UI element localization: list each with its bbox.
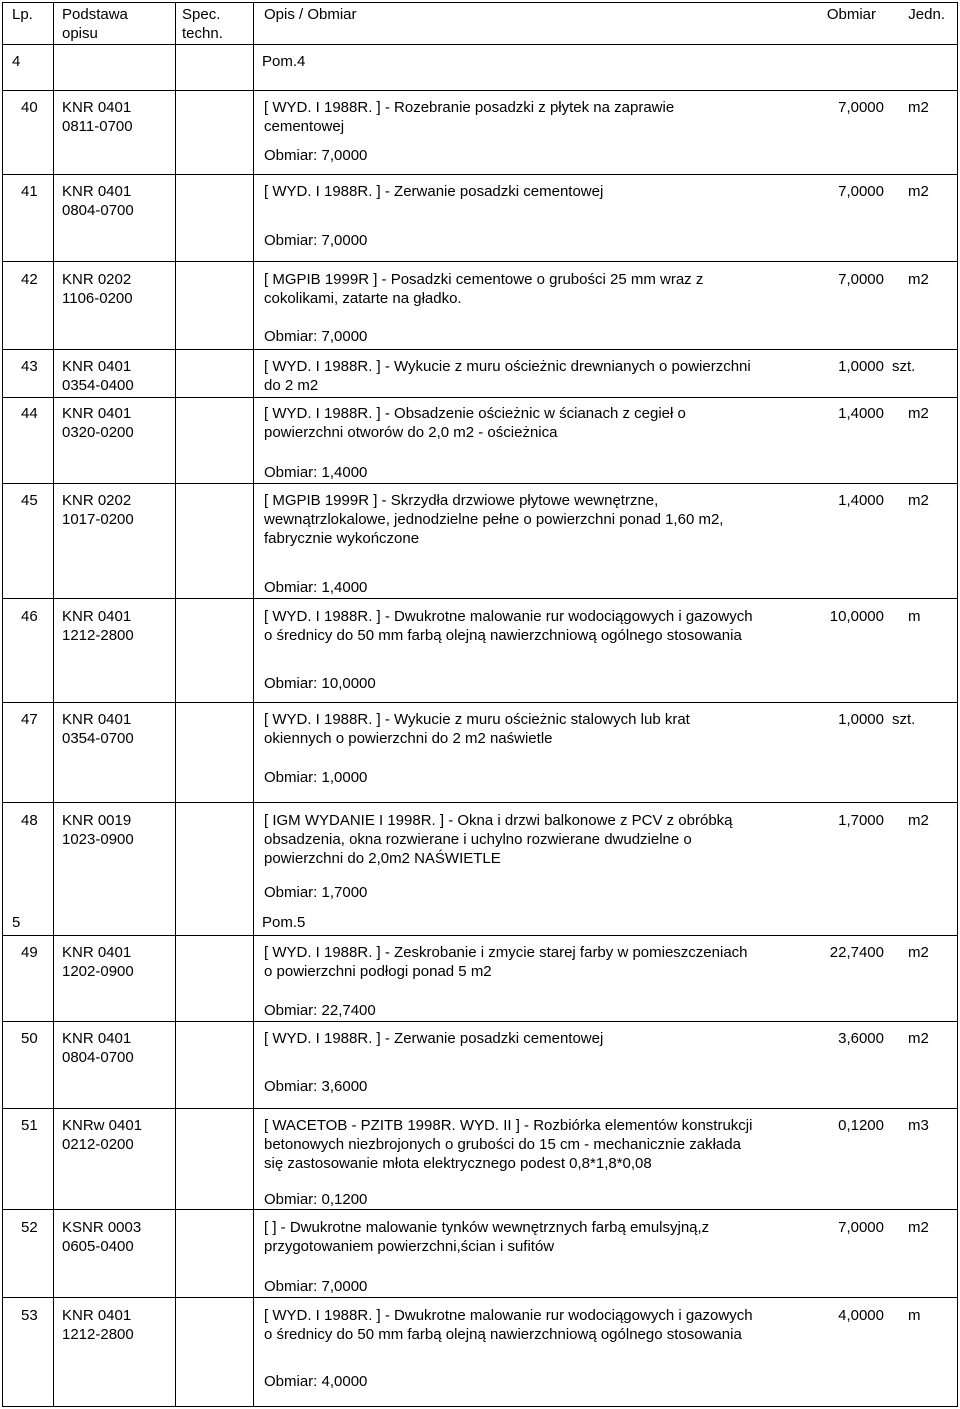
- row-description: [ WYD. I 1988R. ] - Rozebranie posadzki z płytek na zaprawie: [264, 99, 675, 116]
- row-code: 0605-0400: [62, 1238, 134, 1255]
- row-obmiar-line: Obmiar: 22,7400: [264, 1002, 376, 1019]
- section-number: 5: [12, 914, 21, 931]
- row-divider: [2, 1108, 958, 1109]
- row-obmiar-line: Obmiar: 1,7000: [264, 884, 368, 901]
- row-description: powierzchni otworów do 2,0 m2 - ościeżnica: [264, 424, 558, 441]
- row-description: o średnicy do 50 mm farbą olejną nawierzchniową ogólnego stosowania: [264, 1326, 742, 1343]
- row-description: [ WYD. I 1988R. ] - Zerwanie posadzki cementowej: [264, 183, 604, 200]
- row-code: KSNR 0003: [62, 1219, 142, 1236]
- row-divider: [2, 1297, 958, 1298]
- row-description: [ MGPIB 1999R ] - Posadzki cementowe o grubości 25 mm wraz z: [264, 271, 704, 288]
- row-description: obsadzenia, okna rozwierane i uchylno rozwierane dwudzielne o: [264, 831, 692, 848]
- row-divider: [2, 1209, 958, 1210]
- section-name: Pom.5: [262, 914, 306, 931]
- row-code: KNR 0401: [62, 1030, 132, 1047]
- column-divider: [53, 2, 54, 1407]
- row-quantity: 22,7400: [829, 944, 884, 961]
- row-divider: [2, 802, 958, 803]
- row-code: KNR 0401: [62, 608, 132, 625]
- row-lp: 46: [21, 608, 38, 625]
- row-obmiar-line: Obmiar: 1,4000: [264, 579, 368, 596]
- row-code: 0811-0700: [62, 118, 133, 135]
- row-quantity: 7,0000: [838, 1219, 884, 1236]
- row-lp: 53: [21, 1307, 38, 1324]
- row-obmiar-line: Obmiar: 1,4000: [264, 464, 368, 481]
- row-description: o średnicy do 50 mm farbą olejną nawierzchniową ogólnego stosowania: [264, 627, 742, 644]
- row-code: 1212-2800: [62, 627, 134, 644]
- row-lp: 43: [21, 358, 38, 375]
- row-unit: m2: [908, 1219, 929, 1236]
- header-divider: [2, 44, 958, 45]
- column-divider: [253, 2, 254, 1407]
- row-description: [ WACETOB - PZITB 1998R. WYD. II ] - Rozbiórka elementów konstrukcji: [264, 1117, 753, 1134]
- row-unit: szt.: [892, 711, 916, 728]
- header-spec: Spec.: [182, 6, 221, 23]
- row-code: KNR 0019: [62, 812, 132, 829]
- row-description: [ IGM WYDANIE I 1998R. ] - Okna i drzwi balkonowe z PCV z obróbką: [264, 812, 733, 829]
- row-code: 0354-0400: [62, 377, 134, 394]
- row-description: cokolikami, zatarte na gładko.: [264, 290, 462, 307]
- row-obmiar-line: Obmiar: 4,0000: [264, 1373, 368, 1390]
- row-quantity: 1,4000: [838, 405, 884, 422]
- row-unit: m2: [908, 944, 929, 961]
- row-quantity: 7,0000: [838, 99, 884, 116]
- row-description: [ ] - Dwukrotne malowanie tynków wewnętrznych farbą emulsyjną,z: [264, 1219, 710, 1236]
- header-opis: Opis / Obmiar: [264, 6, 357, 23]
- header-podstawa-line2: opisu: [62, 25, 98, 42]
- row-obmiar-line: Obmiar: 10,0000: [264, 675, 376, 692]
- row-divider: [2, 598, 958, 599]
- row-description: [ WYD. I 1988R. ] - Zeskrobanie i zmycie starej farby w pomieszczeniach: [264, 944, 748, 961]
- row-description: [ WYD. I 1988R. ] - Wykucie z muru ościeżnic stalowych lub krat: [264, 711, 690, 728]
- header-spec-line2: techn.: [182, 25, 223, 42]
- header-obmiar: Obmiar: [826, 6, 876, 23]
- row-lp: 50: [21, 1030, 38, 1047]
- row-code: 0354-0700: [62, 730, 134, 747]
- row-code: KNRw 0401: [62, 1117, 143, 1134]
- row-description: [ WYD. I 1988R. ] - Wykucie z muru ościeżnic drewnianych o powierzchni: [264, 358, 751, 375]
- row-description: [ MGPIB 1999R ] - Skrzydła drzwiowe płytowe wewnętrzne,: [264, 492, 659, 509]
- row-unit: m2: [908, 183, 929, 200]
- row-description: betonowych niezbrojonych o grubości do 15 cm - mechanicznie zakłada: [264, 1136, 741, 1153]
- row-unit: m3: [908, 1117, 929, 1134]
- row-description: [ WYD. I 1988R. ] - Dwukrotne malowanie rur wodociągowych i gazowych: [264, 1307, 753, 1324]
- row-code: KNR 0401: [62, 99, 132, 116]
- row-description: wewnątrzlokalowe, jednodzielne pełne o powierzchni ponad 1,60 m2,: [264, 511, 724, 528]
- header-lp: Lp.: [12, 6, 33, 23]
- row-description: powierzchni do 2,0m2 NAŚWIETLE: [264, 850, 501, 867]
- row-divider: [2, 349, 958, 350]
- column-divider: [175, 2, 176, 1407]
- row-code: 1106-0200: [62, 290, 133, 307]
- row-code: 0804-0700: [62, 202, 134, 219]
- row-description: [ WYD. I 1988R. ] - Obsadzenie ościeżnic w ścianach z cegieł o: [264, 405, 686, 422]
- row-obmiar-line: Obmiar: 0,1200: [264, 1191, 368, 1208]
- row-code: KNR 0401: [62, 1307, 132, 1324]
- row-divider: [2, 1021, 958, 1022]
- row-obmiar-line: Obmiar: 3,6000: [264, 1078, 368, 1095]
- row-lp: 51: [21, 1117, 38, 1134]
- column-divider: [957, 2, 958, 1407]
- row-divider: [2, 397, 958, 398]
- row-code: 1202-0900: [62, 963, 134, 980]
- table-top: [2, 2, 958, 3]
- column-divider: [2, 2, 3, 1407]
- row-code: KNR 0401: [62, 358, 132, 375]
- row-code: KNR 0401: [62, 944, 132, 961]
- row-lp: 45: [21, 492, 38, 509]
- row-divider: [2, 261, 958, 262]
- row-unit: m2: [908, 405, 929, 422]
- row-quantity: 3,6000: [838, 1030, 884, 1047]
- row-unit: m2: [908, 1030, 929, 1047]
- header-podstawa: Podstawa: [62, 6, 128, 23]
- row-divider: [2, 483, 958, 484]
- row-quantity: 7,0000: [838, 183, 884, 200]
- row-quantity: 1,0000: [838, 358, 884, 375]
- row-unit: m2: [908, 812, 929, 829]
- row-unit: m2: [908, 99, 929, 116]
- row-lp: 40: [21, 99, 38, 116]
- row-divider: [2, 90, 958, 91]
- row-lp: 47: [21, 711, 38, 728]
- row-obmiar-line: Obmiar: 7,0000: [264, 147, 368, 164]
- section-name: Pom.4: [262, 53, 306, 70]
- row-unit: szt.: [892, 358, 916, 375]
- header-jedn: Jedn.: [908, 6, 945, 23]
- row-code: 0804-0700: [62, 1049, 134, 1066]
- row-divider: [2, 935, 958, 936]
- row-lp: 52: [21, 1219, 38, 1236]
- row-quantity: 1,0000: [838, 711, 884, 728]
- row-quantity: 1,4000: [838, 492, 884, 509]
- row-lp: 42: [21, 271, 38, 288]
- row-code: 1017-0200: [62, 511, 134, 528]
- row-description: przygotowaniem powierzchni,ścian i sufitów: [264, 1238, 555, 1255]
- section-number: 4: [12, 53, 21, 70]
- row-quantity: 10,0000: [829, 608, 884, 625]
- row-quantity: 1,7000: [838, 812, 884, 829]
- row-lp: 44: [21, 405, 38, 422]
- row-lp: 48: [21, 812, 38, 829]
- row-description: o powierzchni podłogi ponad 5 m2: [264, 963, 492, 980]
- row-code: KNR 0401: [62, 711, 132, 728]
- row-unit: m: [908, 608, 921, 625]
- row-unit: m2: [908, 492, 929, 509]
- row-obmiar-line: Obmiar: 7,0000: [264, 232, 368, 249]
- row-code: KNR 0202: [62, 492, 132, 509]
- row-code: KNR 0202: [62, 271, 132, 288]
- row-lp: 41: [21, 183, 38, 200]
- row-code: 1212-2800: [62, 1326, 134, 1343]
- row-description: się zastosowanie młota elektrycznego podest 0,8*1,8*0,08: [264, 1155, 652, 1172]
- row-code: 0320-0200: [62, 424, 134, 441]
- row-unit: m: [908, 1307, 921, 1324]
- row-code: KNR 0401: [62, 183, 132, 200]
- row-code: 1023-0900: [62, 831, 134, 848]
- row-description: [ WYD. I 1988R. ] - Zerwanie posadzki cementowej: [264, 1030, 604, 1047]
- row-code: KNR 0401: [62, 405, 132, 422]
- row-description: [ WYD. I 1988R. ] - Dwukrotne malowanie rur wodociągowych i gazowych: [264, 608, 753, 625]
- row-code: 0212-0200: [62, 1136, 134, 1153]
- row-quantity: 4,0000: [838, 1307, 884, 1324]
- row-description: cementowej: [264, 118, 345, 135]
- row-description: fabrycznie wykończone: [264, 530, 420, 547]
- row-divider: [2, 174, 958, 175]
- row-obmiar-line: Obmiar: 7,0000: [264, 328, 368, 345]
- table-bottom: [2, 1406, 958, 1407]
- row-lp: 49: [21, 944, 38, 961]
- row-unit: m2: [908, 271, 929, 288]
- row-obmiar-line: Obmiar: 1,0000: [264, 769, 368, 786]
- row-description: do 2 m2: [264, 377, 319, 394]
- row-obmiar-line: Obmiar: 7,0000: [264, 1278, 368, 1295]
- row-divider: [2, 702, 958, 703]
- row-quantity: 7,0000: [838, 271, 884, 288]
- row-description: okiennych o powierzchni do 2 m2 naświetle: [264, 730, 553, 747]
- row-quantity: 0,1200: [838, 1117, 884, 1134]
